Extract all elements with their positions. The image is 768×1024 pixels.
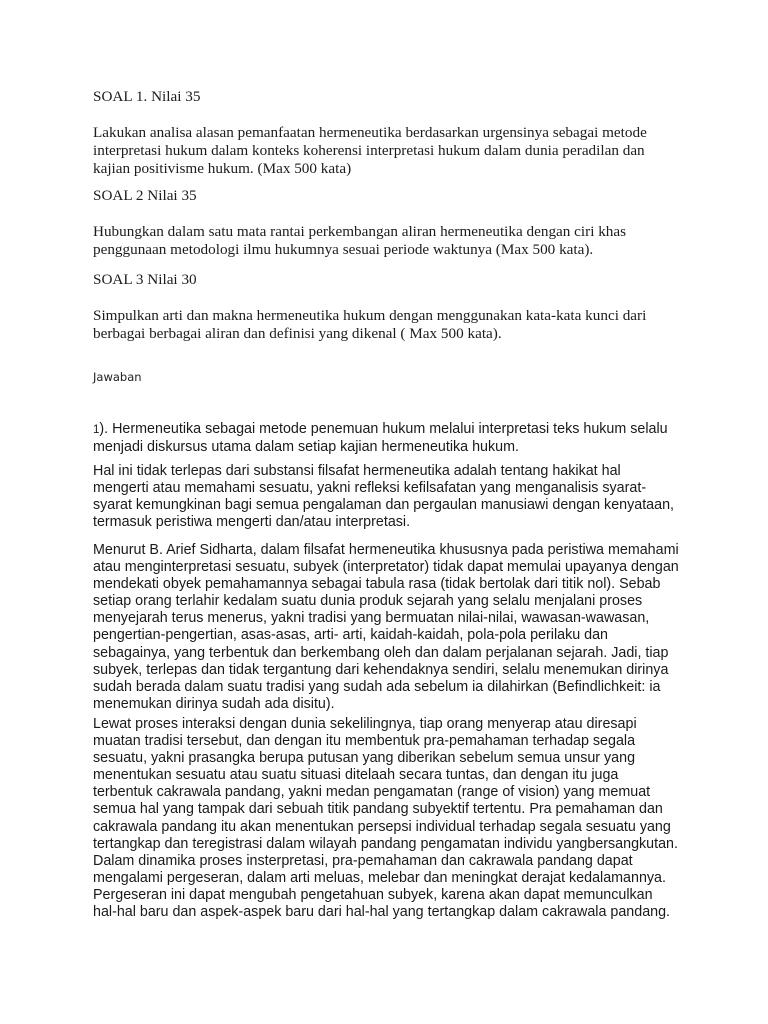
- question-1: [93, 88, 693, 178]
- question-3-body: Simpulkan arti dan makna hermeneutika hukum dengan menggunakan kata-kata kunci dari berbagai berbagai aliran dan definisi yang dikenal ( Max 500 kata).: [93, 307, 647, 342]
- question-2-title: SOAL 2 Nilai 35: [93, 187, 197, 204]
- question-1-body: Lakukan analisa alasan pemanfaatan hermeneutika berdasarkan urgensinya sebagai metode interpretasi hukum dalam konteks koherensi interpretasi hukum dalam dunia peradilan dan kajian positivisme hukum. (Max 500 kata): [93, 124, 647, 177]
- answer-heading: Jawaban: [93, 370, 142, 384]
- question-2-body: Hubungkan dalam satu mata rantai perkembangan aliran hermeneutika dengan ciri khas penggunaan metodologi ilmu hukumnya sesuai periode waktunya (Max 500 kata).: [93, 223, 627, 258]
- answer-paragraph-1: [93, 421, 693, 456]
- question-1-title: SOAL 1. Nilai 35: [93, 88, 201, 105]
- answer-paragraph-4-text: Lewat proses interaksi dengan dunia sekelilingnya, tiap orang menyerap atau diresapi muatan tradisi tersebut, dan dengan itu membentuk pra-pemahaman terhadap segala sesuatu, yakni prasangka berupa putusan yang diberikan sebelum semua unsur yang menentukan sesuatu atau suatu situasi ditelaah secara tuntas, dan dengan itu juga terbentuk cakrawala pandang, yakni medan pengamatan (range of vision) yang memuat semua hal yang tampak dari sebuah titik pandang subyektif tertentu. Pra pemahaman dan cakrawala pandang itu akan menentukan persepsi individual terhadap segala sesuatu yang tertangkap dan teregistrasi dalam wilayah pandang pengamatan individu yangbersangkutan. Dalam dinamika proses insterpretasi, pra-pemahaman dan cakrawala pandang dapat mengalami pergeseran, dalam arti meluas, melebar dan meningkat derajat kedalamannya. Pergeseran ini dapat mengubah pengetahuan subyek, karena akan dapat memunculkan hal-hal baru dan aspek-aspek baru dari hal-hal yang tertangkap dalam cakrawala pandang.: [93, 716, 678, 921]
- answer-paragraph-2: [93, 463, 693, 531]
- answer-number: 1: [93, 424, 100, 436]
- question-3-title: SOAL 3 Nilai 30: [93, 271, 197, 288]
- question-2: [93, 187, 693, 259]
- answer-paragraph-1-text: ). Hermeneutika sebagai metode penemuan hukum melalui interpretasi teks hukum selalu menjadi diskursus utama dalam setiap kajian hermeneutika hukum.: [93, 421, 668, 456]
- answer-paragraph-4: [93, 716, 693, 921]
- question-3: [93, 271, 693, 343]
- answer-paragraph-3: [93, 542, 693, 713]
- answer-paragraph-3-text: Menurut B. Arief Sidharta, dalam filsafat hermeneutika khususnya pada peristiwa memahami atau menginterpretasi sesuatu, subyek (interpretator) tidak dapat memulai upayanya dengan mendekati obyek pemahamannya sebagai tabula rasa (tidak bertolak dari titik nol). Sebab setiap orang terlahir kedalam suatu dunia produk sejarah yang selalu menjalani proses menyejarah terus menerus, yakni tradisi yang bermuatan nilai-nilai, wawasan-wawasan, pengertian-pengertian, asas-asas, arti- arti, kaidah-kaidah, pola-pola perilaku dan sebagainya, yang terbentuk dan berkembang oleh dan dalam perjalanan sejarah. Jadi, tiap subyek, terlepas dan tidak tergantung dari kehendaknya sendiri, selalu menemukan dirinya sudah berada dalam suatu tradisi yang sudah ada sebelum ia dilahirkan (Befindlichkeit: ia menemukan dirinya sudah ada disitu).: [93, 542, 679, 712]
- answer-paragraph-2-text: Hal ini tidak terlepas dari substansi filsafat hermeneutika adalah tentang hakikat hal mengerti atau memahami sesuatu, yakni refleksi kefilsafatan yang menganalisis syarat- syarat kemungkinan bagi semua pengalaman dan pergaulan manusiawi dengan kenyataan, termasuk peristiwa mengerti dan/atau interpretasi.: [93, 463, 675, 531]
